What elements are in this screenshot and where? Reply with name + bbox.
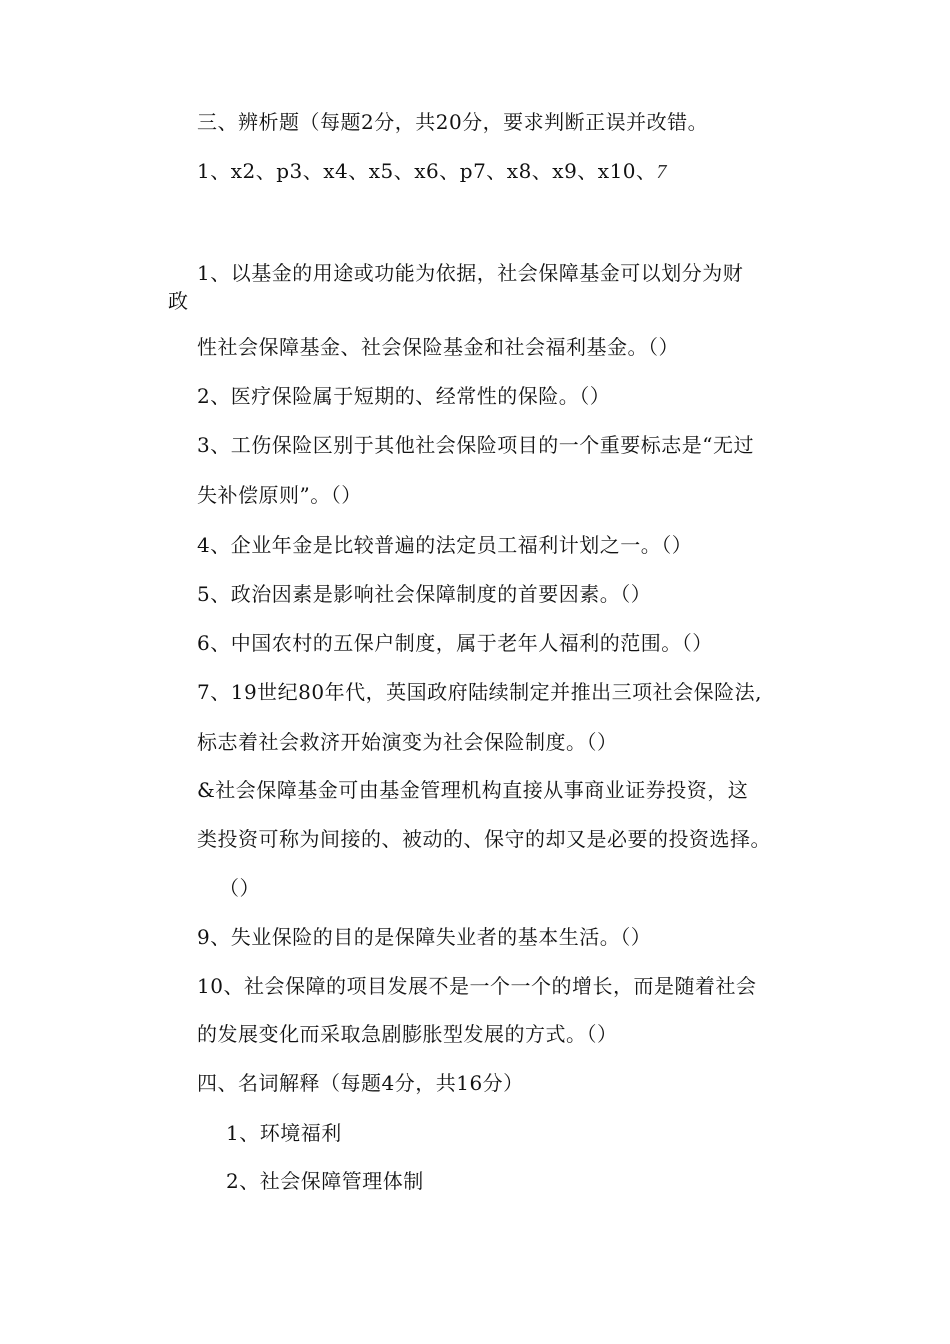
question-1-line-1: 1、以基金的用途或功能为依据，社会保障基金可以划分为财 [197,261,744,285]
question-4: 4、企业年金是比较普遍的法定员工福利计划之一。（） [197,533,693,557]
term-1: 1、环境福利 [226,1121,342,1145]
question-8-line-1: &社会保障基金可由基金管理机构直接从事商业证券投资，这 [197,778,749,802]
question-10-line-1: 10、社会保障的项目发展不是一个一个的增长，而是随着社会 [197,974,757,998]
question-9: 9、失业保险的目的是保障失业者的基本生活。（） [197,925,652,949]
question-7-line-2: 标志着社会救济开始演变为社会保险制度。（） [197,730,618,754]
question-10-line-2: 的发展变化而采取急剧膨胀型发展的方式。（） [197,1022,618,1046]
section4-heading: 四、名词解释（每题4分，共16分） [197,1071,524,1095]
question-3-line-2: 失补偿原则”。（） [197,483,362,507]
question-6: 6、中国农村的五保户制度，属于老年人福利的范围。（） [197,631,713,655]
answer-key-prefix: 1、x2、p3、x4、x5、x6、p7、x8、x9、x10、 [197,159,657,183]
answer-key [197,157,667,186]
question-3-line-1: 3、工伤保险区别于其他社会保险项目的一个重要标志是“无过 [197,433,754,457]
question-5: 5、政治因素是影响社会保障制度的首要因素。（） [197,582,652,606]
question-8-line-2: 类投资可称为间接的、被动的、保守的却又是必要的投资选择。 [197,827,771,851]
question-8-line-3: （） [219,876,260,900]
question-1-line-2: 性社会保障基金、社会保险基金和社会福利基金。（） [197,335,679,359]
question-1-line-1b: 政 [168,289,189,313]
term-2: 2、社会保障管理体制 [226,1169,424,1193]
question-7-line-1: 7、19世纪80年代，英国政府陆续制定并推出三项社会保险法, [197,680,762,704]
question-2: 2、医疗保险属于短期的、经常性的保险。（） [197,384,611,408]
answer-key-tail: 7 [656,161,668,183]
section3-heading: 三、辨析题（每题2分，共20分，要求判断正误并改错。 [197,110,709,134]
